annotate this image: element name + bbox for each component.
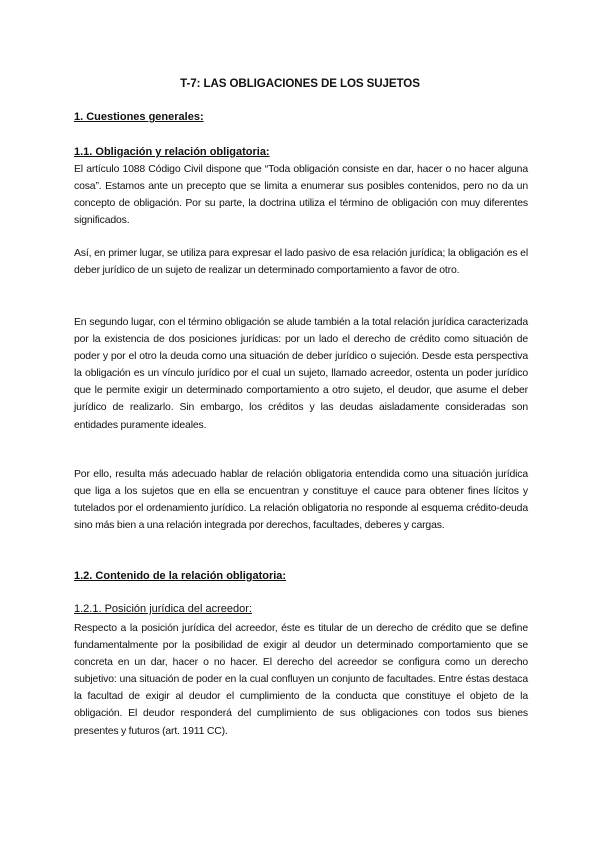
- paragraph-articulo-1088: El artículo 1088 Código Civil dispone que “Toda obligación consiste en dar, hacer o no hacer alguna cosa”. Estamos ante un precepto que se limita a enumerar sus posibles contenidos, pero no da un concepto de obligación. Por su parte, la doctrina utiliza el término de obligación con muy diferentes significados.: [74, 164, 528, 227]
- subsection-heading-obligacion: 1.1. Obligación y relación obligatoria:: [74, 146, 270, 158]
- paragraph-relacion-obligatoria: Por ello, resulta más adecuado hablar de relación obligatoria entendida como una situación jurídica que liga a los sujetos que en ella se encuentran y constituye el cauce para obtener fines lícitos y tutelados por el ordenamiento jurídico. La relación obligatoria no responde al esquema crédito-deuda sino más bien a una relación integrada por derechos, facultades, deberes y cargas.: [74, 469, 528, 532]
- document-title: T-7: LAS OBLIGACIONES DE LOS SUJETOS: [180, 77, 420, 90]
- paragraph-primer-lugar: Así, en primer lugar, se utiliza para expresar el lado pasivo de esa relación jurídica; la obligación es el deber jurídico de un sujeto de realizar un determinado comportamiento a favor de otro.: [74, 248, 528, 277]
- paragraph-segundo-lugar: En segundo lugar, con el término obligación se alude también a la total relación jurídica caracterizada por la existencia de dos posiciones jurídicas: por un lado el derecho de crédito como situación de poder y por el otro la deuda como una situación de deber jurídico o sujeción. Desde esta perspectiva la obligación es un vínculo jurídico por el cual un sujeto, llamado acreedor, ostenta un poder jurídico que le permite exigir un determinado comportamiento a otro sujeto, el deudor, que asume el deber jurídico de realizarlo. Sin embargo, los créditos y las deudas aisladamente consideradas son entidades puramente ideales.: [74, 317, 528, 431]
- section-heading-cuestiones-generales: 1. Cuestiones generales:: [74, 111, 204, 123]
- paragraph-posicion-acreedor: Respecto a la posición jurídica del acreedor, éste es titular de un derecho de crédito que se define fundamentalmente por la posibilidad de exigir al deudor un determinado comportamiento que se concreta en un dar, hacer o no hacer. El derecho del acreedor se configura como un derecho subjetivo: una situación de poder en la cual confluyen un conjunto de facultades. Entre éstas destaca la facultad de exigir al deudor el cumplimiento de la conducta que constituye el objeto de la obligación. El deudor responderá del cumplimiento de sus obligaciones con todos sus bienes presentes y futuros (art. 1911 CC).: [74, 623, 528, 737]
- subsection-heading-contenido: 1.2. Contenido de la relación obligatoria:: [74, 570, 287, 582]
- subsubsection-heading-posicion-acreedor: 1.2.1. Posición jurídica del acreedor:: [74, 603, 252, 615]
